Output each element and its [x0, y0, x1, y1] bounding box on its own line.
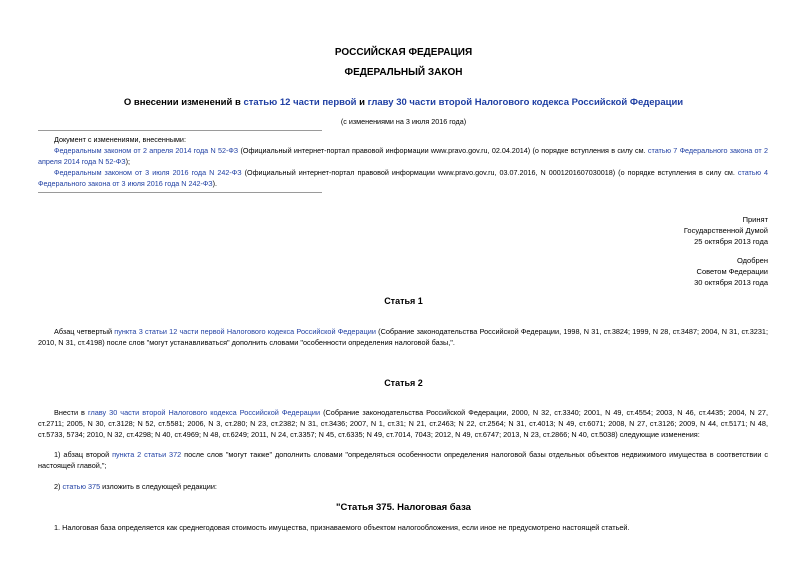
article-2-paragraph-1 [38, 407, 768, 440]
council-approval-block [694, 255, 768, 288]
amendment-item-1 [38, 145, 768, 167]
document-title [0, 97, 807, 108]
article-2-375-link[interactable]: статью 375 [62, 482, 101, 491]
duma-adopted-label: Принят [742, 215, 768, 224]
amendments-top-divider [38, 130, 322, 131]
article-2-p3-rest: изложить в следующей редакции: [100, 482, 217, 491]
amendment-1-text: (Официальный интернет-портал правовой информации www.pravo.gov.ru, 02.04.2014) (о порядке вступления в силу см. [238, 146, 648, 155]
council-name: Советом Федерации [696, 267, 768, 276]
article-2-372-link[interactable]: пункта 2 статьи 372 [112, 450, 182, 459]
article-2-p2-rest: после слов "могут также" дополнить словами "определяться особенности определения налоговой базы отдельных объектов недвижимого имущества в соответствии с настоящей главой,"; [38, 450, 768, 470]
revision-note: (с изменениями на 3 июля 2016 года) [340, 117, 467, 126]
article-2-p3-start: 2) [54, 482, 63, 491]
title-link-chapter-30[interactable]: главу 30 части второй Налогового кодекса Российской Федерации [367, 97, 684, 108]
article-2-p1-rest: (Собрание законодательства Российской Федерации, 2000, N 32, ст.3340; 2001, N 49, ст.4554; 2003, N 46, ст.4435; 2004, N 27, ст.2711; 2005, N 30, ст.3128; N 52, ст.5581; 2006, N 3, ст.280; N 23, ст.2382; N 31, ст.3436; 2007, N 1, ст.31; N 21, ст.2463; N 22, ст.2564; N 31, ст.4013; N 49, ст.6071; 2008, N 27, ст.3126; 2009, N 44, ст.5171; N 48, ст.5733, 5734; 2010, N 32, ст.4298; N 40, ст.4969; N 48, ст.6249; 2011, N 24, ст.3357; N 45, ст.6335; N 49, ст.7014, 7043; 2012, N 49, ст.6747; 2013, N 23, ст.2866; N 40, ст.5038) следующие изменения: [38, 408, 768, 439]
duma-name: Государственной Думой [683, 226, 768, 235]
article-1-heading: Статья 1 [384, 296, 423, 306]
amendment-1-article-link[interactable]: статью 7 Федерального закона от 2 апреля 2014 года N 52-ФЗ [38, 146, 768, 166]
article-375-paragraph-1: 1. Налоговая база определяется как среднегодовая стоимость имущества, признаваемого объектом налогообложения, если иное не предусмотрено настоящей статьей. [54, 523, 630, 532]
article-1-paragraph [38, 326, 768, 348]
amendments-intro: Документ с изменениями, внесенными: [54, 135, 186, 144]
title-prefix: О внесении изменений в [123, 97, 244, 108]
article-1-rest: (Собрание законодательства Российской Федерации, 1998, N 31, ст.3824; 1999, N 28, ст.3487; 2004, N 31, ст.3231; 2010, N 31, ст.4198) после слов "могут устанавливаться" дополнить словами "особенности определения налоговой базы,". [38, 327, 768, 347]
amendment-2-link[interactable]: Федеральным законом от 3 июля 2016 года N 242-ФЗ [54, 168, 242, 177]
council-approved-label: Одобрен [737, 256, 768, 265]
doc-type-heading: ФЕДЕРАЛЬНЫЙ ЗАКОН [344, 67, 463, 78]
article-2-heading: Статья 2 [384, 378, 423, 388]
amendment-2-article-link[interactable]: статью 4 Федерального закона от 3 июля 2016 года N 242-ФЗ [38, 168, 768, 188]
article-1-link[interactable]: пункта 3 статьи 12 части первой Налогового кодекса Российской Федерации [114, 327, 376, 336]
country-heading: РОССИЙСКАЯ ФЕДЕРАЦИЯ [334, 47, 473, 58]
article-1-start: Абзац четвертый [54, 327, 115, 336]
amendment-2-end: ). [212, 179, 218, 188]
title-link-article-12[interactable]: статью 12 части первой [243, 97, 357, 108]
article-2-p1-start: Внести в [54, 408, 88, 417]
article-2-p2-start: 1) абзац второй [54, 450, 113, 459]
article-375-heading: "Статья 375. Налоговая база [336, 502, 471, 513]
article-2-paragraph-3 [54, 481, 768, 492]
duma-date: 25 октября 2013 года [694, 237, 768, 246]
amendment-item-2 [38, 167, 768, 189]
article-2-paragraph-2 [38, 449, 768, 471]
amendment-1-link[interactable]: Федеральным законом от 2 апреля 2014 года N 52-ФЗ [54, 146, 239, 155]
article-2-chapter-link[interactable]: главу 30 части второй Налогового кодекса Российской Федерации [87, 408, 321, 417]
duma-adoption-block [684, 214, 768, 247]
amendment-1-end: ); [125, 157, 130, 166]
amendment-2-text: (Официальный интернет-портал правовой информации www.pravo.gov.ru, 03.07.2016, N 0001201607030018) (о порядке вступления в силу см. [241, 168, 738, 177]
title-mid: и [356, 97, 368, 108]
council-date: 30 октября 2013 года [694, 278, 768, 287]
amendments-bottom-divider [38, 192, 322, 193]
